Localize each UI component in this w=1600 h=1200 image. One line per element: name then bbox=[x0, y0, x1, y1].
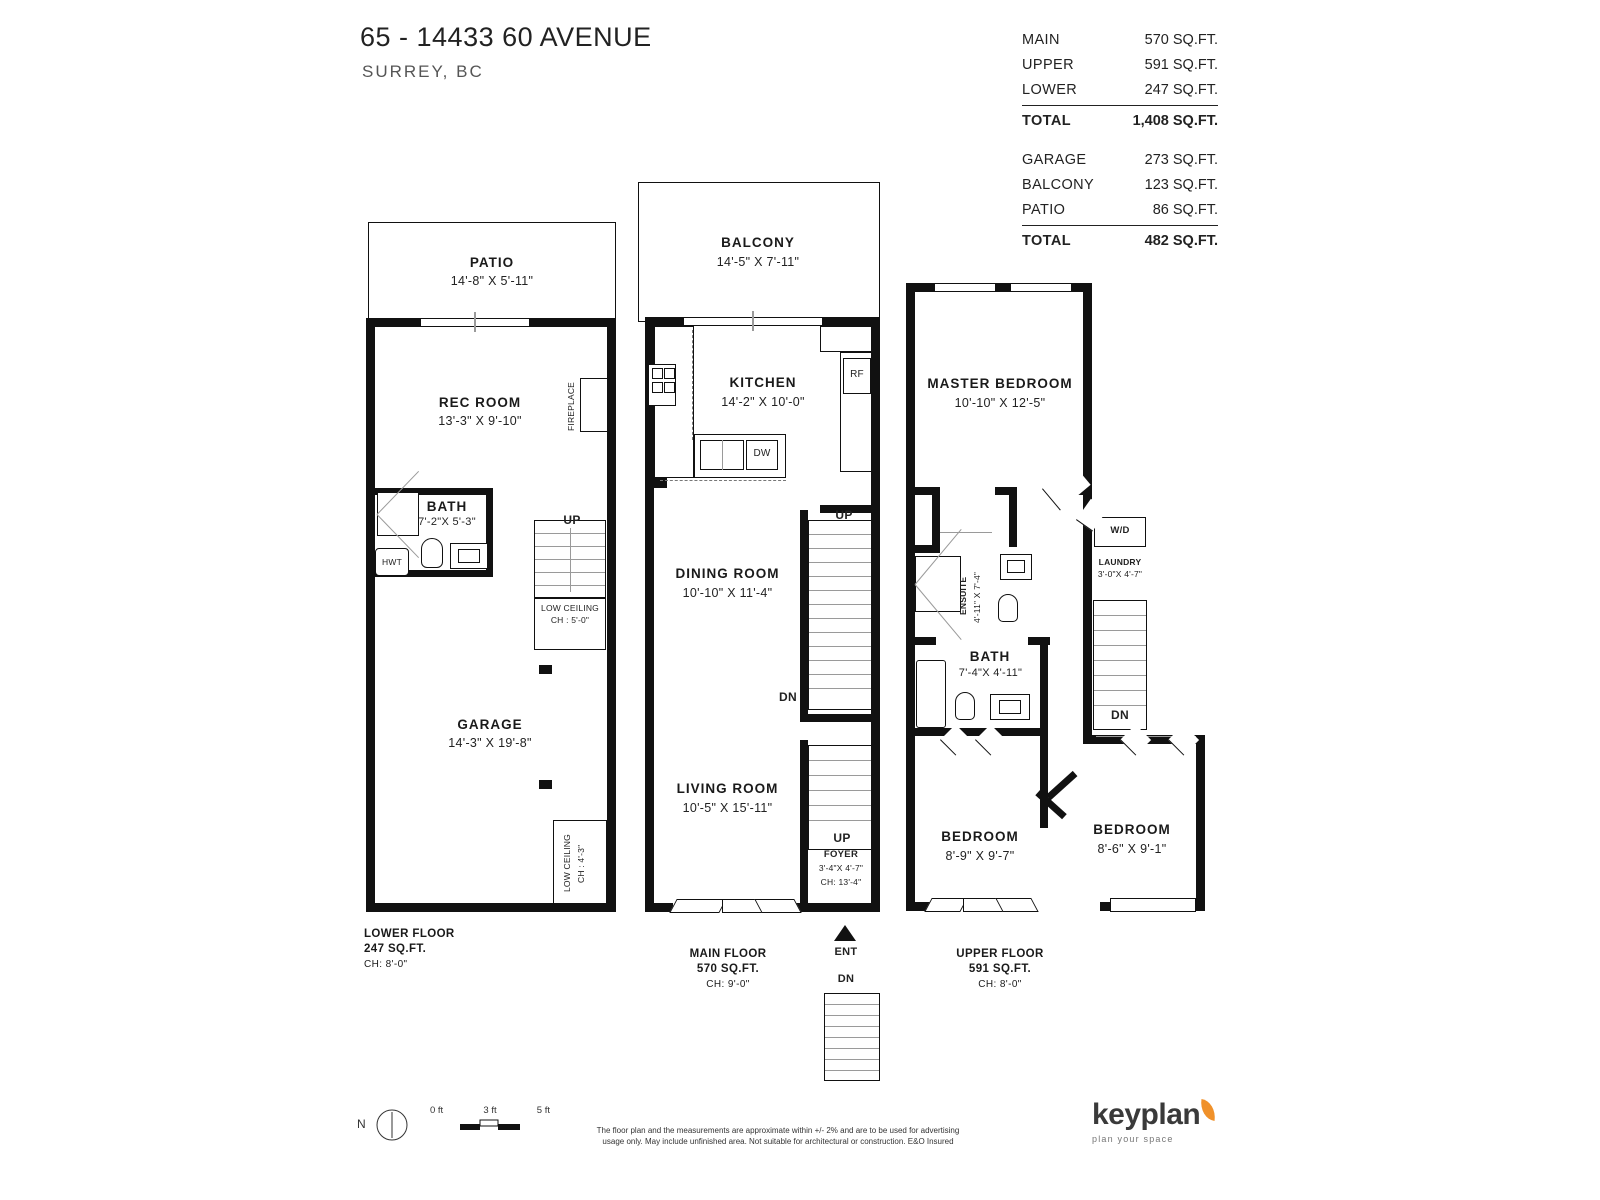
room-name-master: MASTER BEDROOM bbox=[927, 376, 1073, 391]
room-name-balcony: BALCONY bbox=[721, 235, 795, 250]
room-dim-kitchen: 14'-2" X 10'-0" bbox=[721, 395, 805, 409]
bath-toilet bbox=[955, 692, 975, 720]
floor-area: 591 SQ.FT. bbox=[968, 963, 1032, 975]
scale-bar bbox=[430, 1105, 550, 1137]
bath-sink-basin bbox=[999, 700, 1021, 714]
stair-tread bbox=[1094, 675, 1146, 676]
stair-tread bbox=[1094, 645, 1146, 646]
area-value: 123 SQ.FT. bbox=[1144, 177, 1218, 193]
room-dim-bedroom-2: 8'-9" X 9'-7" bbox=[945, 849, 1015, 863]
refrigerator-label: RF bbox=[850, 369, 864, 380]
window bbox=[1110, 898, 1196, 912]
area-label: PATIO bbox=[1022, 202, 1066, 218]
room-name-living: LIVING ROOM bbox=[676, 781, 779, 796]
room-name-patio: PATIO bbox=[469, 255, 515, 270]
stair-tread bbox=[1094, 705, 1146, 706]
room-dim-rec-room: 13'-3" X 9'-10" bbox=[438, 414, 522, 428]
wall bbox=[1040, 637, 1048, 729]
door-swing bbox=[1168, 724, 1199, 755]
area-value: 273 SQ.FT. bbox=[1144, 152, 1218, 168]
floor-area: 570 SQ.FT. bbox=[696, 963, 760, 975]
up-label: UP bbox=[563, 513, 581, 527]
room-dim-balcony: 14'-5" X 7'-11" bbox=[716, 255, 800, 269]
room-dim-bath: 7'-2"X 5'-3" bbox=[418, 516, 476, 528]
bedroom-divider-angled bbox=[1046, 771, 1077, 800]
stair-tread bbox=[1094, 660, 1146, 661]
area-value: 570 SQ.FT. bbox=[1144, 32, 1218, 48]
total-value: 1,408 SQ.FT. bbox=[1132, 113, 1218, 129]
wd-label: W/D bbox=[1110, 525, 1130, 536]
ensuite-label: ENSUITE bbox=[958, 576, 968, 616]
stair-tread bbox=[1094, 615, 1146, 616]
foyer-dim: 3'-4"X 4'-7" bbox=[818, 863, 864, 873]
floor-ceiling-height: CH: 8'-0" bbox=[978, 979, 1022, 990]
stair-tread bbox=[825, 1048, 879, 1049]
wall bbox=[932, 487, 940, 553]
room-name-kitchen: KITCHEN bbox=[729, 375, 797, 390]
foyer-ceiling: CH: 13'-4" bbox=[820, 877, 862, 887]
leaf-icon bbox=[1199, 1099, 1218, 1121]
room-dim-master: 10'-10" X 12'-5" bbox=[954, 396, 1046, 410]
stair-tread bbox=[825, 1037, 879, 1038]
up-label-main: UP bbox=[835, 508, 853, 522]
floor-ceiling-height: CH: 9'-0" bbox=[706, 979, 750, 990]
room-dim-bedroom-3: 8'-6" X 9'-1" bbox=[1097, 842, 1167, 856]
area-label: GARAGE bbox=[1022, 152, 1087, 168]
compass-north-label: N bbox=[357, 1117, 366, 1131]
area-label: LOWER bbox=[1022, 82, 1078, 98]
wall bbox=[906, 637, 936, 645]
area-label: MAIN bbox=[1022, 32, 1060, 48]
scale-bar-graphic bbox=[430, 1116, 530, 1132]
floor-name: MAIN FLOOR bbox=[689, 948, 767, 960]
laundry-label: LAUNDRY bbox=[1098, 557, 1142, 567]
area-label: UPPER bbox=[1022, 57, 1074, 73]
wall bbox=[1009, 487, 1017, 547]
stair-tread bbox=[825, 1059, 879, 1060]
fireplace-label: FIREPLACE bbox=[566, 381, 576, 431]
dishwasher-label: DW bbox=[753, 448, 771, 459]
low-ceiling-height: CH : 5'-0" bbox=[550, 615, 590, 625]
wall bbox=[1040, 736, 1048, 828]
room-dim-bath-upper: 7'-4"X 4'-11" bbox=[958, 667, 1023, 679]
closet-door-line bbox=[940, 532, 992, 533]
ensuite-sink-basin bbox=[1007, 560, 1025, 573]
scale-labels bbox=[430, 1105, 550, 1116]
wall bbox=[906, 545, 940, 553]
area-label: BALCONY bbox=[1022, 177, 1095, 193]
room-dim-patio: 14'-8" X 5'-11" bbox=[450, 274, 534, 288]
window bbox=[934, 283, 996, 292]
total-label: TOTAL bbox=[1022, 233, 1071, 249]
scale-tick-1: 3 ft bbox=[483, 1105, 497, 1116]
floor-area: 247 SQ.FT. bbox=[364, 943, 427, 955]
ensuite-toilet bbox=[998, 594, 1018, 622]
logo-tagline: plan your space bbox=[1092, 1134, 1174, 1144]
wall bbox=[996, 283, 1010, 292]
floor-name: UPPER FLOOR bbox=[956, 948, 1044, 960]
room-name-dining: DINING ROOM bbox=[675, 566, 780, 581]
room-name-garage: GARAGE bbox=[457, 717, 523, 732]
area-value: 247 SQ.FT. bbox=[1144, 82, 1218, 98]
room-name-bath-upper: BATH bbox=[969, 649, 1011, 664]
dn-label-entry: DN bbox=[837, 973, 855, 985]
logo-text: keyplan bbox=[1092, 1098, 1201, 1131]
compass bbox=[352, 1105, 414, 1150]
room-dim-dining: 10'-10" X 11'-4" bbox=[682, 586, 773, 600]
ensuite-dim: 4'-11" X 7'-4" bbox=[972, 571, 982, 623]
page-title: 65 - 14433 60 AVENUE bbox=[360, 22, 652, 52]
page-subtitle: SURREY, BC bbox=[362, 62, 484, 81]
area-value: 591 SQ.FT. bbox=[1144, 57, 1218, 73]
upper-floor-label bbox=[945, 947, 1055, 992]
room-name-bedroom-3: BEDROOM bbox=[1093, 822, 1171, 837]
room-dim-living: 10'-5" X 15'-11" bbox=[682, 801, 773, 815]
wall bbox=[1196, 735, 1205, 911]
room-dim-garage: 14'-3" X 19'-8" bbox=[448, 736, 532, 750]
ensuite-shower bbox=[915, 556, 961, 612]
low-ceiling-height-2: CH : 4'-3" bbox=[576, 844, 586, 884]
low-ceiling-label: LOW CEILING bbox=[541, 603, 599, 613]
scale-tick-2: 5 ft bbox=[536, 1105, 550, 1116]
keyplan-logo bbox=[1092, 1098, 1200, 1144]
stair-tread bbox=[825, 1026, 879, 1027]
laundry-dim: 3'-0"X 4'-7" bbox=[1097, 569, 1143, 579]
low-ceiling-label-2: LOW CEILING bbox=[562, 834, 572, 892]
total-label: TOTAL bbox=[1022, 113, 1071, 129]
window bbox=[1010, 283, 1072, 292]
up-label-foyer: UP bbox=[833, 831, 851, 845]
stair-tread bbox=[825, 1070, 879, 1071]
hwt-label: HWT bbox=[382, 557, 402, 567]
room-name-bedroom-2: BEDROOM bbox=[941, 829, 1019, 844]
ent-label: ENT bbox=[834, 946, 858, 958]
floor-ceiling-height: CH: 8'-0" bbox=[364, 959, 408, 970]
scale-tick-0: 0 ft bbox=[430, 1105, 444, 1116]
dn-label-upper: DN bbox=[1111, 708, 1129, 722]
wall bbox=[906, 728, 1048, 736]
bay-window bbox=[995, 898, 1038, 912]
room-name-bath: BATH bbox=[426, 499, 468, 514]
total-value: 482 SQ.FT. bbox=[1144, 233, 1218, 249]
dn-label-main: DN bbox=[779, 690, 797, 704]
stair-tread bbox=[1094, 690, 1146, 691]
foyer-label: FOYER bbox=[823, 849, 859, 860]
area-value: 86 SQ.FT. bbox=[1152, 202, 1218, 218]
stair-tread bbox=[1094, 630, 1146, 631]
room-name-rec-room: REC ROOM bbox=[438, 395, 522, 410]
disclaimer-text: The floor plan and the measurements are approximate within +/- 2% and are to be used for advertising usage only. May include unfinished area. Not suitable for architectural or construction. E&O Insured bbox=[596, 1126, 960, 1146]
floor-name: LOWER FLOOR bbox=[364, 928, 455, 940]
bay-window bbox=[924, 898, 967, 912]
